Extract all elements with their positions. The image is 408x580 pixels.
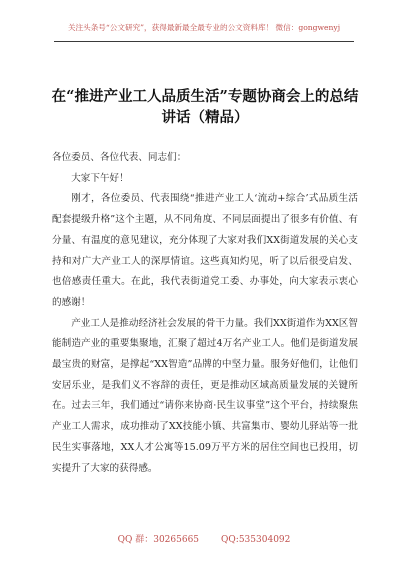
document-title: 在“推进产业工人品质生活”专题协商会上的总结讲话（精品） (51, 88, 359, 126)
header-divider (54, 41, 354, 42)
greeting: 大家下午好！ (71, 172, 129, 184)
footer-qq: QQ:535304092 (221, 535, 291, 545)
paragraph-1: 刚才，各位委员、代表围绕“推进产业工人‘流动+综合’式品质生活配套提级升格”这个主题，从不同角度、不同层面提出了很多有价值、有分量、有温度的意见建议，充分体现了大家对我们XX街道发展的关心支持和对广大产业工人的深厚情谊。这些真知灼见，听了以后很受启发、也倍感责任重大。在此，我代表街道党工委、办事处，向大家表示衷心的感谢！ (52, 193, 358, 308)
footer-qq-group: QQ 群：30265665 (117, 535, 200, 545)
salutation: 各位委员、各位代表、同志们： (52, 152, 187, 163)
footer-contact (0, 532, 408, 545)
header-promo-text: 关注头条号“公文研究”，获得最新最全最专业的公文资料库！ 微信：gongwenyj (67, 23, 341, 32)
paragraph-2: 产业工人是推动经济社会发展的骨干力量。我们XX街道作为XX区智能制造产业的重要集聚地，汇聚了超过4万名产业工人。他们是街道发展最宝贵的财富，是撑起“XX智造”品牌的中坚力量。服务好他们，让他们安居乐业，是我们义不容辞的责任，更是推动区域高质量发展的关键所在。过去三年，我们通过“请你来协商·民生议事堂”这个平台，持续聚焦产业工人需求，成功推动了XX技能小镇、共富集市、婴幼儿驿站等一批民生实事落地，XX人才公寓等15.09万平方米的居住空间也已投用，切实提升了大家的获得感。 (52, 317, 358, 474)
document-body (52, 148, 358, 479)
